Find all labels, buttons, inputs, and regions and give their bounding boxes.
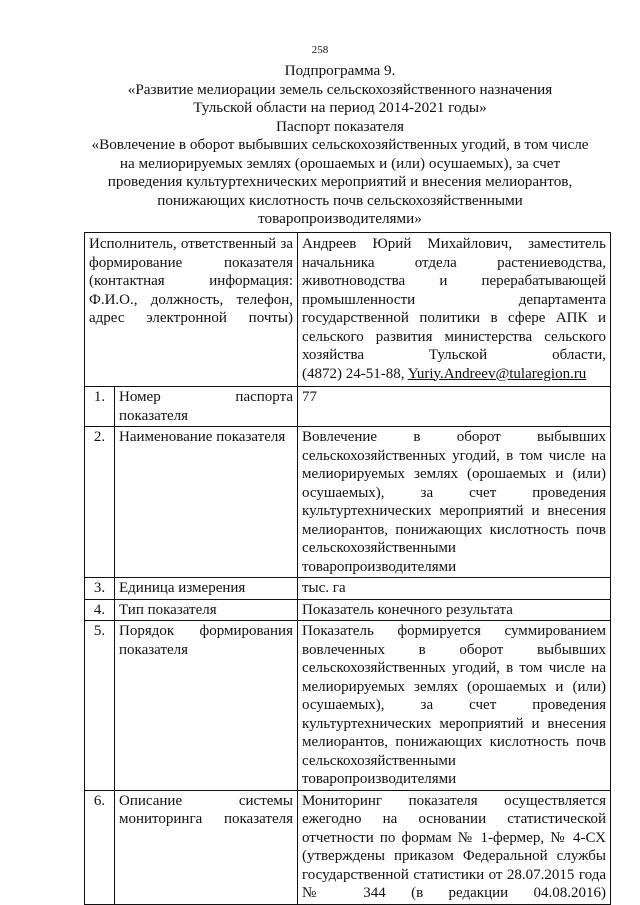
subprogram-title-line: «Развитие мелиорации земель сельскохозяйственного назначения	[127, 80, 553, 98]
table-row	[85, 790, 611, 904]
row-number: 6.	[85, 790, 115, 904]
row-value: тыс. га	[298, 578, 611, 600]
executor-value: Андреев Юрий Михайлович, заместитель начальника отдела растениеводства, животноводства и перерабатывающей промышленности департамента государственной политики в сфере АПК и сельского развития министерства сельского хозяйства Тульской области,	[302, 236, 606, 363]
table-row	[85, 387, 611, 427]
row-label: Наименование показателя	[115, 427, 298, 578]
row-value: Вовлечение в оборот выбывших сельскохозяйственных угодий, в том числе на мелиорируемых землях (орошаемых и (или) осушаемых), за счет проведения культуртехнических мероприятий и внесения мелиорантов, понижающих кислотность почв сельскохозяйственными товаропроизводителями	[298, 427, 611, 578]
row-number: 4.	[85, 599, 115, 621]
row-label: Единица измерения	[115, 578, 298, 600]
subprogram-heading: Подпрограмма 9.	[284, 62, 396, 79]
table-row	[85, 427, 611, 578]
indicator-title-line: «Вовлечение в оборот выбывших сельскохозяйственных угодий, в том числе	[91, 136, 589, 153]
indicator-passport-table	[84, 232, 611, 905]
indicator-title-line: товаропроизводителями»	[258, 210, 422, 227]
row-number: 3.	[85, 578, 115, 600]
table-row	[85, 621, 611, 791]
subprogram-title-line: Тульской области на период 2014-2021 годы»	[193, 99, 487, 116]
row-value: Показатель формируется суммированием вовлеченных в оборот выбывших сельскохозяйственных угодий, в том числе на мелиорируемых землях (орошаемых и (или) осушаемых), за счет проведения культуртехнических мероприятий и внесения мелиорантов, понижающих кислотность почв сельскохозяйственными товаропроизводителями	[298, 621, 611, 791]
row-label: Тип показателя	[115, 599, 298, 621]
row-value: 77	[298, 387, 611, 427]
table-row	[85, 578, 611, 600]
row-value: Мониторинг показателя осуществляется ежегодно на основании статистической отчетности по формам № 1-фермер, № 4-СХ (утверждены приказом Федеральной службы государственной статистики от 28.07.2015 года № 344 (в редакции 04.08.2016)	[298, 790, 611, 904]
indicator-title-line: понижающих кислотность почв сельскохозяйственными	[157, 191, 523, 209]
document-header	[60, 62, 620, 229]
executor-phone: (4872) 24-51-88,	[302, 365, 405, 382]
indicator-title-line: проведения культуртехнических мероприятий и внесения мелиорантов,	[107, 173, 573, 190]
executor-email-link[interactable]: Yuriy.Andreev@tularegion.ru	[407, 365, 587, 382]
row-label: Порядок формирования показателя	[115, 621, 298, 791]
table-row	[85, 599, 611, 621]
row-label: Описание системы мониторинга показателя	[115, 790, 298, 904]
table-row-executor	[85, 233, 611, 387]
executor-value-cell	[298, 233, 611, 387]
page-number: 258	[311, 44, 329, 56]
passport-title: Паспорт показателя	[276, 117, 404, 135]
row-number: 5.	[85, 621, 115, 791]
row-value: Показатель конечного результата	[298, 599, 611, 621]
executor-contacts	[302, 365, 606, 384]
row-number: 1.	[85, 387, 115, 427]
executor-label-cell: Исполнитель, ответственный за формирование показателя (контактная информация: Ф.И.О., должность, телефон, адрес электронной почты)	[85, 233, 298, 387]
row-number: 2.	[85, 427, 115, 578]
indicator-title-line: на мелиорируемых землях (орошаемых и (или) осушаемых), за счет	[119, 154, 561, 172]
row-label: Номер паспорта показателя	[115, 387, 298, 427]
